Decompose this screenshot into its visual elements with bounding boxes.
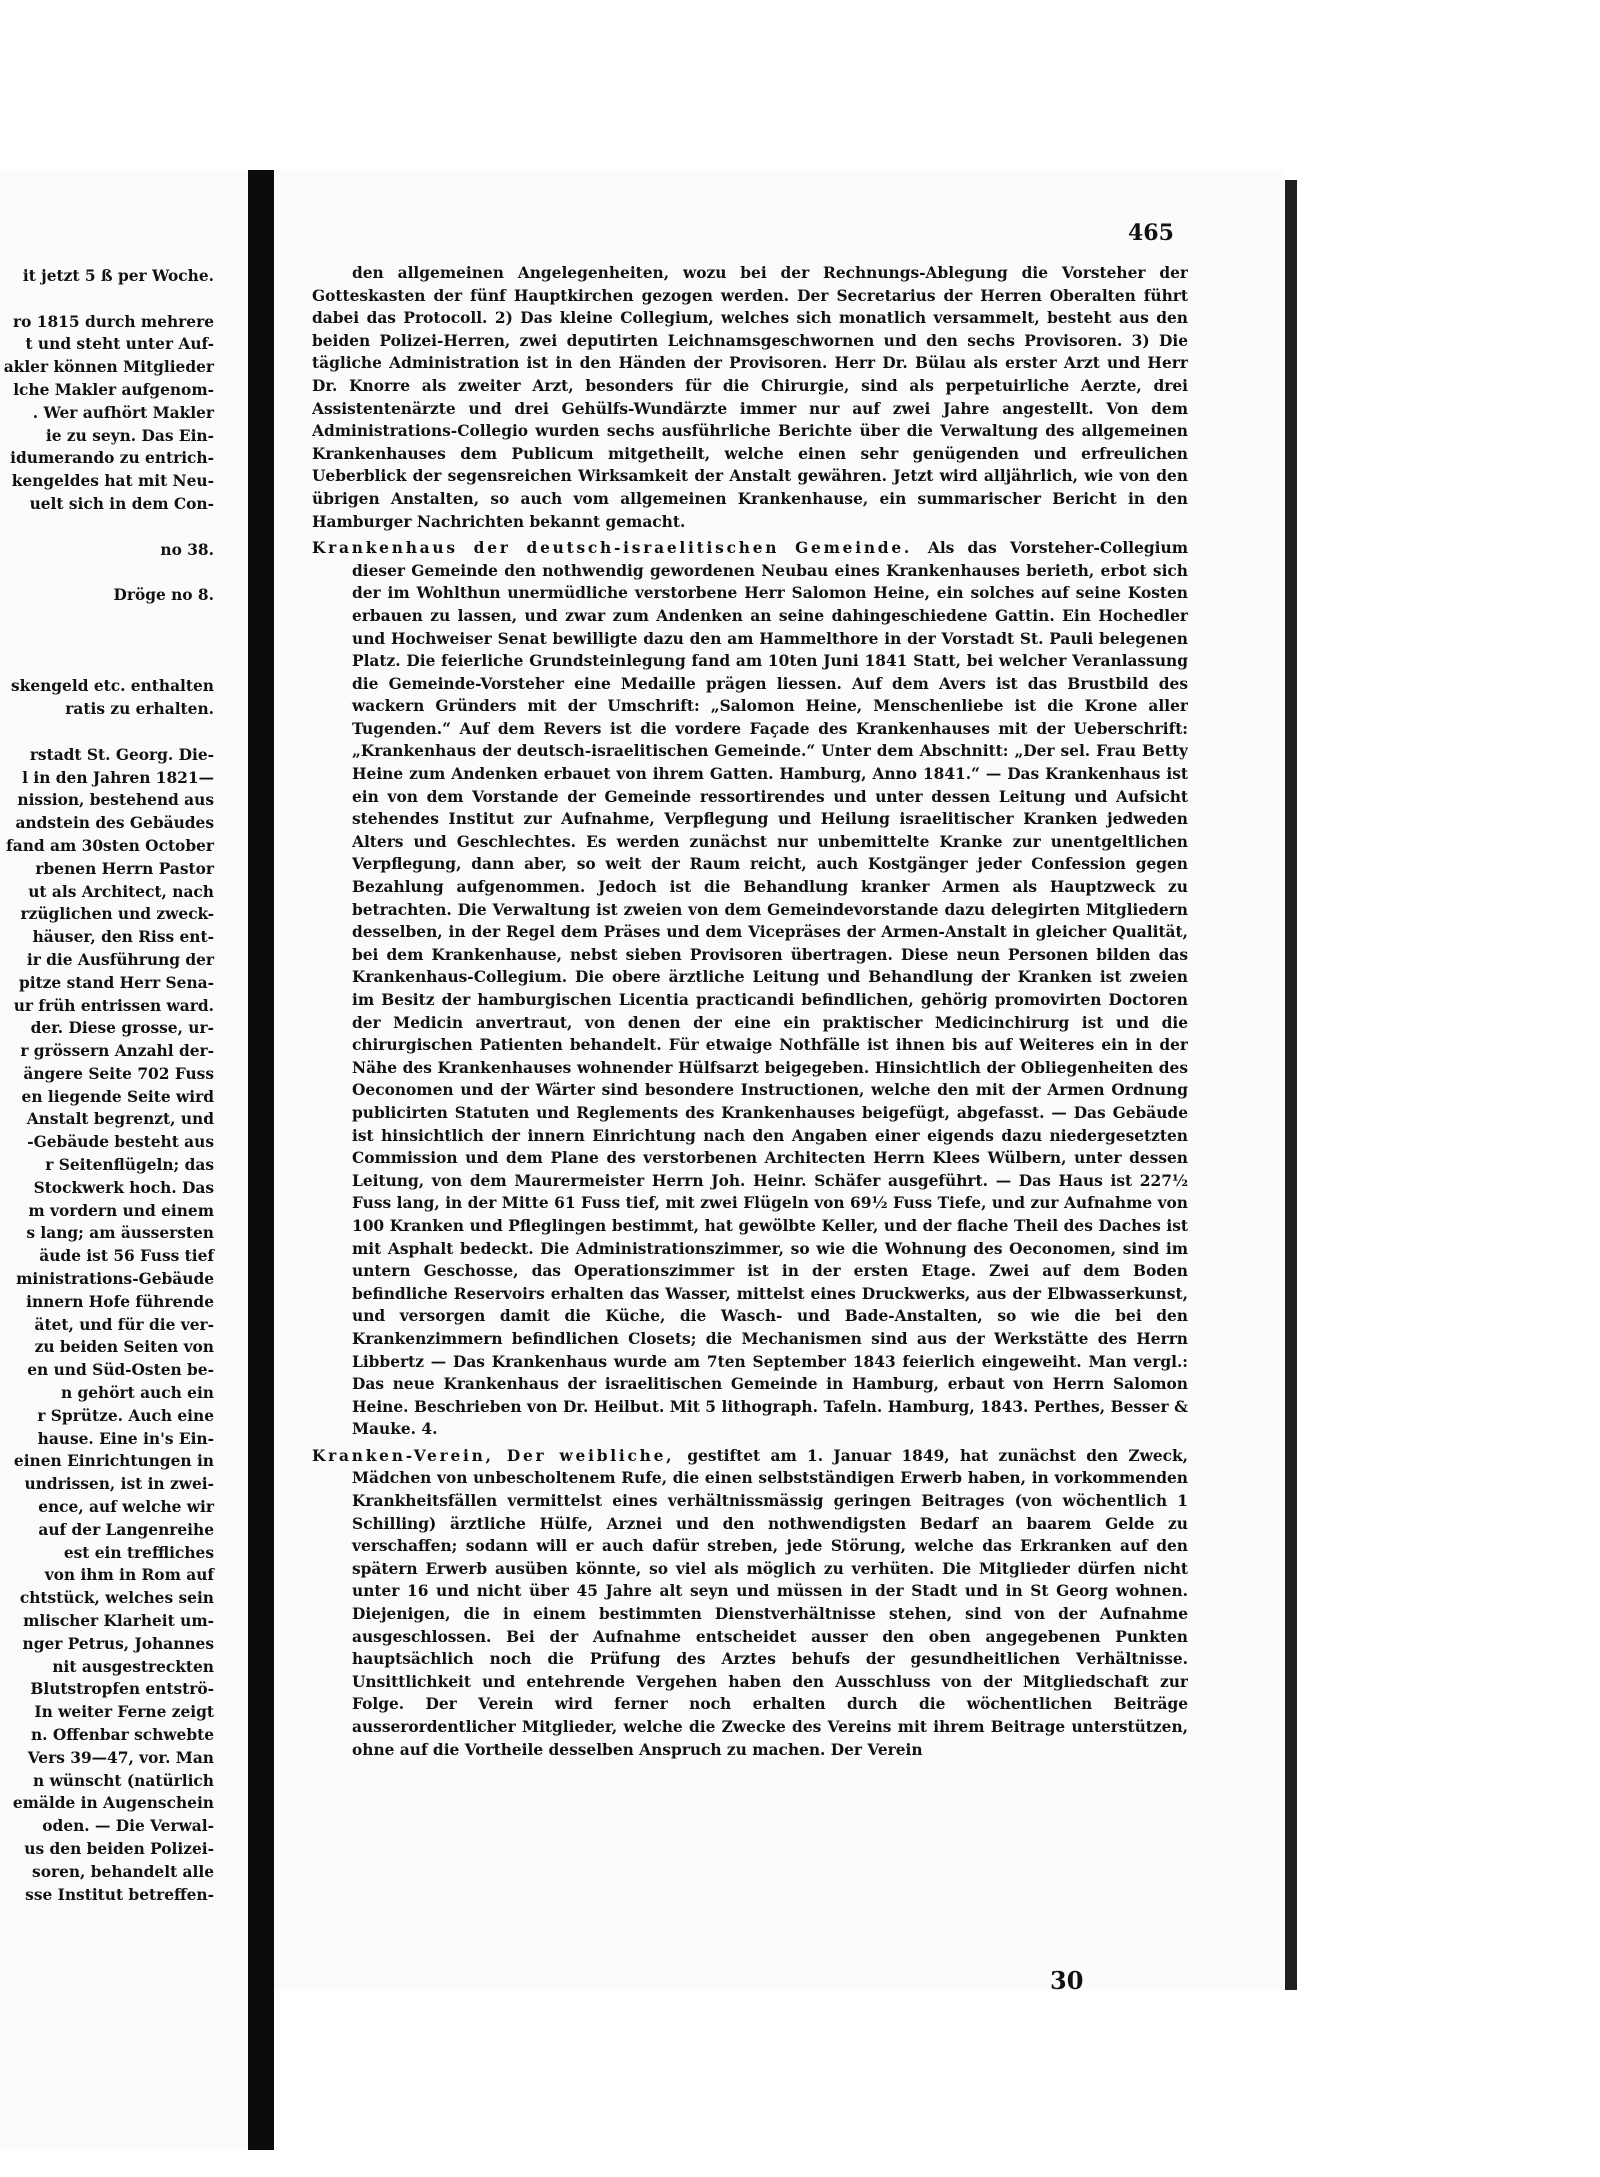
- left-page-line: s lang; am äussersten: [26, 1224, 214, 1243]
- entry-heading: Kranken-Verein, Der weibliche,: [312, 1446, 688, 1465]
- left-page-line: nit ausgestreckten: [52, 1657, 214, 1676]
- left-page-line: der. Diese grosse, ur-: [30, 1019, 214, 1038]
- left-page-line: auf der Langenreihe: [38, 1520, 214, 1539]
- scan-top-margin: [0, 0, 1600, 160]
- left-page-line: [0, 516, 214, 539]
- left-page-line: zu beiden Seiten von: [34, 1338, 214, 1357]
- main-text-column: [312, 262, 1188, 1761]
- left-page-line: n wünscht (natürlich: [33, 1771, 214, 1790]
- left-page-line: r Sprütze. Auch eine: [37, 1406, 214, 1425]
- left-page-line: rbenen Herrn Pastor: [35, 859, 214, 878]
- left-page-line: lche Makler aufgenom-: [13, 380, 214, 399]
- left-page-line: ministrations-Gebäude: [16, 1270, 214, 1289]
- left-page-line: idumerando zu entrich-: [10, 449, 214, 468]
- left-page-line: ur früh entrissen ward.: [13, 996, 214, 1015]
- left-page-line: nission, bestehend aus: [17, 791, 214, 810]
- left-page-line: l in den Jahren 1821—: [22, 768, 214, 787]
- left-page-line: soren, behandelt alle: [32, 1862, 214, 1881]
- entry-text: gestiftet am 1. Januar 1849, hat zunächst den Zweck, Mädchen von unbescholtenem Rufe, die einen selbstständigen Erwerb haben, in vorkommenden Krankheitsfällen vermittelst eines verhältnissmässig geringen Beitrages (von wöchentlich 1 Schilling) ärztliche Hülfe, Arznei und den nothwendigsten Bedarf an baarem Gelde zu verschaffen; sodann will er auch dafür streben, jede Störung, welche das Erkranken auf den spätern Erwerb ausüben könnte, so viel als möglich zu verhüten. Die Mitglieder dürfen nicht unter 16 und nicht über 45 Jahre alt seyn und müssen in der Stadt und in St Georg wohnen. Diejenigen, die in einem bestimmten Dienstverhältnisse stehen, sind von der Aufnahme ausgeschlossen. Bei der Aufnahme entscheidet ausser den oben angegebenen Punkten hauptsächlich noch die Prüfung des Arztes behufs der gesundheitlichen Verhältnisse. Unsittlichkeit und entehrende Vergehen haben den Ausschluss von der Mitgliedschaft zur Folge. Der Verein wird ferner noch erhalten durch die wöchentlichen Beiträge ausserordentlicher Mitglieder, welche die Zwecke des Vereins mit ihrem Beitrage unterstützen, ohne auf die Vortheile desselben Anspruch zu machen. Der Verein: [352, 1446, 1188, 1759]
- left-page-line: t und steht unter Auf-: [25, 335, 214, 354]
- left-page-line: von ihm in Rom auf: [44, 1566, 214, 1585]
- left-page-line: en und Süd-Osten be-: [27, 1361, 214, 1380]
- left-page-line: [0, 607, 214, 630]
- left-page-line: est ein treffliches: [63, 1543, 214, 1562]
- left-page-line: Stockwerk hoch. Das: [33, 1178, 214, 1197]
- left-page-line: mlischer Klarheit um-: [23, 1612, 214, 1631]
- entry-heading: Krankenhaus der deutsch-israelitischen Gemeinde.: [312, 539, 928, 558]
- entry-kranken-verein: [312, 1445, 1188, 1761]
- left-page-line: emälde in Augenschein: [12, 1794, 214, 1813]
- left-page-line: Blutstropfen entströ-: [30, 1680, 214, 1699]
- left-page-line: [0, 630, 214, 653]
- left-page-line: Dröge no 8.: [113, 586, 214, 605]
- left-page-line: Anstalt begrenzt, und: [26, 1110, 214, 1129]
- left-page-line: r grössern Anzahl der-: [20, 1042, 214, 1061]
- paragraph-text: den allgemeinen Angelegenheiten, wozu bei der Rechnungs-Ablegung die Vorsteher der Gotteskasten der fünf Hauptkirchen gezogen werden. Der Secretarius der Herren Oberalten führt dabei das Protocoll. 2) Das kleine Collegium, welches sich monatlich versammelt, besteht aus den beiden Polizei-Herren, zwei deputirten Leichnamsgeschwornen und den sechs Provisoren. 3) Die tägliche Administration ist in den Händen der Provisoren. Herr Dr. Bülau als erster Arzt und Herr Dr. Knorre als zweiter Arzt, besonders für die Chirurgie, sind als perpetuirliche Aerzte, drei Assistentenärzte und drei Gehülfs-Wundärzte immer nur auf zwei Jahre angestellt. Von dem Administrations-Collegio wurden sechs ausführliche Berichte über die Verwaltung des allgemeinen Krankenhauses dem Publicum mitgetheilt, welche einen sehr genügenden und erfreulichen Ueberblick der segensreichen Wirksamkeit der Anstalt gewähren. Jetzt wird alljährlich, wie von den übrigen Anstalten, so auch vom allgemeinen Krankenhause, ein summarischer Bericht in den Hamburger Nachrichten bekannt gemacht.: [312, 264, 1188, 531]
- left-page-line: häuser, den Riss ent-: [32, 928, 214, 947]
- left-page-line: en liegende Seite wird: [21, 1087, 214, 1106]
- left-page-line: undrissen, ist in zwei-: [24, 1475, 214, 1494]
- left-page-line: rzüglichen und zweck-: [20, 905, 214, 924]
- left-page-line: n gehört auch ein: [60, 1384, 214, 1403]
- left-page: [0, 170, 248, 2150]
- left-page-line: us den beiden Polizei-: [24, 1839, 214, 1858]
- left-page-line: ie zu seyn. Das Ein-: [45, 426, 214, 445]
- left-page-line: Vers 39—47, vor. Man: [27, 1748, 214, 1767]
- page-edge-shadow: [1285, 180, 1297, 1990]
- page-number: 465: [1128, 220, 1174, 246]
- left-page-line: [0, 561, 214, 584]
- left-page-line: oden. — Die Verwal-: [42, 1817, 214, 1836]
- left-page-line: n. Offenbar schwebte: [30, 1726, 214, 1744]
- left-page-line: ut als Architect, nach: [28, 882, 214, 901]
- left-page-line: ro 1815 durch mehrere: [13, 312, 214, 331]
- left-page-line: In weiter Ferne zeigt: [34, 1703, 214, 1722]
- left-page-line: pitze stand Herr Sena-: [18, 973, 214, 992]
- left-page-line: uelt sich in dem Con-: [29, 494, 214, 513]
- left-page-line: m vordern und einem: [28, 1201, 214, 1220]
- left-page-line: fand am 30sten October: [6, 836, 214, 855]
- left-page-line: akler können Mitglieder: [3, 358, 214, 377]
- signature-mark: 30: [1050, 1966, 1084, 1995]
- left-page-line: ence, auf welche wir: [38, 1498, 214, 1517]
- left-page-line: it jetzt 5 ß per Woche.: [22, 267, 214, 285]
- left-page-line: r Seitenflügeln; das: [45, 1156, 214, 1175]
- left-page-line: rstadt St. Georg. Die-: [29, 745, 214, 764]
- left-page-line: andstein des Gebäudes: [15, 814, 214, 833]
- paragraph-allgemeines-krankenhaus: [312, 262, 1188, 533]
- left-page-line: no 38.: [160, 540, 214, 559]
- left-page-line: ratis zu erhalten.: [65, 700, 214, 719]
- left-page-line: sse Institut betreffen-: [25, 1885, 214, 1904]
- left-page-line: innern Hofe führende: [26, 1292, 214, 1311]
- left-page-line: [0, 288, 214, 311]
- entry-israelitisches-krankenhaus: [312, 537, 1188, 1441]
- left-page-line: . Wer aufhört Makler: [32, 403, 214, 422]
- left-page-line: -Gebäude besteht aus: [27, 1133, 214, 1152]
- left-page-line: skengeld etc. enthalten: [10, 677, 214, 696]
- left-page-line: kengeldes hat mit Neu-: [11, 472, 214, 491]
- left-page-line: ängere Seite 702 Fuss: [23, 1064, 214, 1083]
- left-page-line: äude ist 56 Fuss tief: [39, 1247, 214, 1266]
- entry-text: Als das Vorsteher-Collegium dieser Gemeinde den nothwendig gewordenen Neubau eines Krankenhauses berieth, erbot sich der im Wohlthun unermüdliche verstorbene Herr Salomon Heine, ein solches auf seine Kosten erbauen zu lassen, und zwar zum Andenken an seine dahingeschiedene Gattin. Ein Hochedler und Hochweiser Senat bewilligte dazu den am Hammelthore in der Vorstadt St. Pauli belegenen Platz. Die feierliche Grundsteinlegung fand am 10ten Juni 1841 Statt, bei welcher Veranlassung die Gemeinde-Vorsteher eine Medaille prägen liessen. Auf dem Avers ist das Brustbild des wackern Gründers mit der Umschrift: „Salomon Heine, Menschenliebe ist die Krone aller Tugenden.“ Auf dem Revers ist die vordere Façade des Krankenhauses mit der Ueberschrift: „Krankenhaus der deutsch-israelitischen Gemeinde.“ Unter dem Abschnitt: „Der sel. Frau Betty Heine zum Andenken erbauet von ihrem Gatten. Hamburg, Anno 1841.“ — Das Krankenhaus ist ein von dem Vorstande der Gemeinde ressortirendes und unter dessen Leitung und Aufsicht stehendes Institut zur Aufnahme, Verpflegung und Heilung israelitischer Kranken jedweden Alters und Geschlechtes. Es werden zunächst nur unbemittelte Kranke zur unentgeltlichen Verpflegung, dann aber, so weit der Raum reicht, auch Kostgänger jeder Confession gegen Bezahlung aufgenommen. Jedoch ist die Behandlung kranker Armen als Hauptzweck zu betrachten. Die Verwaltung ist zweien von dem Gemeindevorstande dazu delegirten Mitgliedern desselben, in der Regel dem Präses und dem Vicepräses der Armen-Anstalt in gleicher Qualität, bei dem Krankenhause, nebst sieben Provisoren übertragen. Diese neun Personen bilden das Krankenhaus-Collegium. Die obere ärztliche Leitung und Behandlung der Kranken ist zweien im Besitz der hamburgischen Licentia practicandi befindlichen, gehörig promovirten Doctoren der Medicin anvertraut, von denen der eine ein praktischer Medicinchirurg ist und die chirurgischen Patienten behandelt. Für etwaige Nothfälle ist ihnen bis auf Weiteres ein in der Nähe des Krankenhauses wohnender Hülfsarzt beigegeben. Hinsichtlich der Obliegenheiten des Oeconomen und der Wärter sind besondere Instructionen, welche den mit der Armen Ordnung publicirten Statuten und Reglements des Krankenhauses beigefügt, abgefasst. — Das Gebäude ist hinsichtlich der innern Einrichtung nach den Angaben einer eigends dazu niedergesetzten Commission und dem Plane des verstorbenen Architecten Herrn Klees Wülbern, unter dessen Leitung, von dem Maurermeister Herrn Joh. Heinr. Schäfer ausgeführt. — Das Haus ist 227½ Fuss lang, in der Mitte 61 Fuss tief, mit zwei Flügeln von 69½ Fuss Tiefe, und zur Aufnahme von 100 Kranken und Pfleglingen bestimmt, hat gewölbte Keller, und der flache Theil des Daches ist mit Asphalt bedeckt. Die Administrationszimmer, so wie die Wohnung des Oeconomen, sind im untern Geschosse, das Operationszimmer ist in der ersten Etage. Zwei auf dem Boden befindliche Reservoirs erhalten das Wasser, mittelst eines Druckwerks, aus der Elbwasserkunst, und versorgen damit die Küche, die Wasch- und Bade-Anstalten, so wie die bei den Krankenzimmern befindlichen Closets; die Mechanismen sind aus der Werkstätte des Herrn Libbertz — Das Krankenhaus wurde am 7ten September 1843 feierlich eingeweiht. Man vergl.: Das neue Krankenhaus der israelitischen Gemeinde in Hamburg, erbaut von Herrn Salomon Heine. Beschrieben von Dr. Heilbut. Mit 5 lithograph. Tafeln. Hamburg, 1843. Perthes, Besser & Mauke. 4.: [352, 539, 1188, 1439]
- left-page-line: ir die Ausführung der: [26, 950, 214, 969]
- left-page-line: einen Einrichtungen in: [13, 1452, 214, 1471]
- book-gutter: [248, 170, 274, 2150]
- left-page-line: hause. Eine in's Ein-: [37, 1429, 214, 1448]
- left-page-line: [0, 721, 214, 744]
- left-page-line: ätet, und für die ver-: [34, 1315, 214, 1334]
- left-page-text: [0, 265, 214, 1906]
- left-page-line: nger Petrus, Johannes: [22, 1634, 214, 1653]
- left-page-line: chtstück, welches sein: [19, 1589, 214, 1608]
- left-page-line: [0, 653, 214, 676]
